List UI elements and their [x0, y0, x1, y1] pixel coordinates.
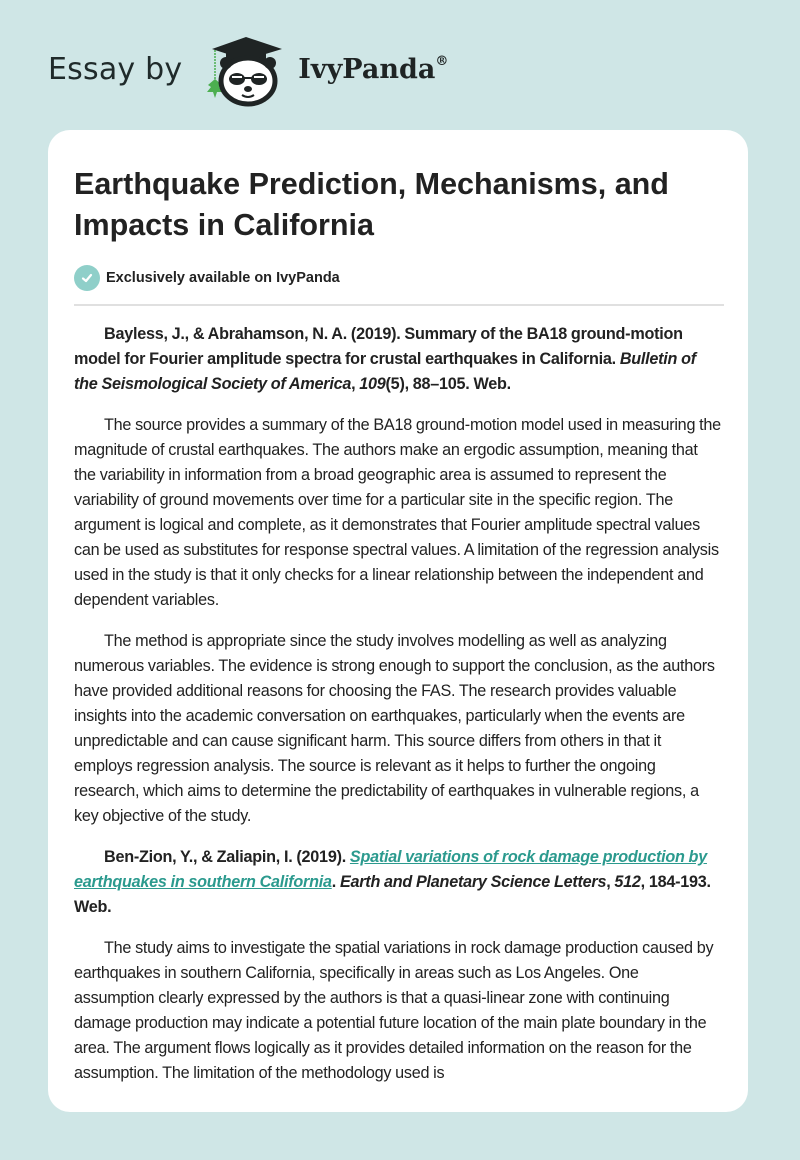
body-paragraph: The study aims to investigate the spatial variations in rock damage production caused by earthquakes in southern California, specifically in areas such as Los Angeles. One assumption clearly expressed by the authors is that a quasi-linear zone with continuing damage production may indicate a potential future location of the main plate boundary in the area. The argument flows logically as it provides detailed information on the reason for the assumption. The limitation of the methodology used is — [74, 939, 714, 1082]
reference-separator: , — [351, 375, 360, 393]
essay-by-label: Essay by — [48, 51, 183, 87]
brand-name-text: IvyPanda — [298, 53, 436, 85]
essay-card — [48, 130, 748, 1112]
spacer — [74, 829, 722, 845]
registered-mark: ® — [435, 53, 449, 69]
reference-volume: 512 — [614, 873, 641, 891]
panda-graduate-icon[interactable] — [202, 35, 290, 107]
essay-body — [74, 322, 722, 1086]
check-circle-icon — [74, 265, 100, 291]
reference-authors: Ben-Zion, Y., & Zaliapin, I. (2019). — [104, 848, 350, 866]
site-header — [48, 36, 448, 106]
divider — [74, 304, 724, 306]
reference-separator: . — [331, 873, 340, 891]
exclusive-badge-label: Exclusively available on IvyPanda — [106, 270, 340, 286]
page-title: Earthquake Prediction, Mechanisms, and Impacts in California — [74, 167, 669, 242]
reference-entry — [74, 845, 722, 920]
spacer — [74, 613, 722, 629]
brand-name[interactable] — [298, 54, 448, 85]
reference-journal: Bulletin of the Seismological Society of America — [74, 350, 696, 393]
reference-authors: Bayless, J., & Abrahamson, N. A. (2019). — [104, 325, 405, 343]
exclusive-badge — [74, 264, 722, 292]
reference-title: Summary of the BA18 ground-motion model for Fourier amplitude spectra for crustal earthquakes in California. — [74, 325, 683, 368]
spacer — [74, 920, 722, 936]
body-paragraph: The method is appropriate since the study involves modelling as well as analyzing numerous variables. The evidence is strong enough to support the conclusion, as the authors have provided additional reasons for choosing the FAS. The research provides valuable insights into the academic conversation on earthquakes, particularly when the events are unpredictable and can cause significant harm. This source differs from others in that it employs regression analysis. The source is relevant as it helps to further the ongoing research, which aims to determine the predictability of earthquakes in vulnerable regions, a key objective of the study. — [74, 632, 715, 825]
reference-pages: (5), 88–105. Web. — [385, 375, 511, 393]
reference-volume: 109 — [359, 375, 386, 393]
reference-journal: Earth and Planetary Science Letters — [339, 873, 607, 891]
spacer — [74, 397, 722, 413]
reference-entry — [74, 322, 722, 397]
reference-separator: , — [606, 873, 615, 891]
reference-title-link[interactable]: Spatial variations of rock damage production by earthquakes in southern California — [74, 848, 707, 891]
body-paragraph: The source provides a summary of the BA18 ground-motion model used in measuring the magnitude of crustal earthquakes. The authors make an ergodic assumption, meaning that the variability in information from a broad geographic area is assumed to represent the variability of ground movements over time for a particular site in the specific region. The argument is logical and complete, as it demonstrates that Fourier amplitude spectral values can be used as substitutes for response spectral values. A limitation of the regression analysis used in the study is that it only checks for a linear relationship between the independent and dependent variables. — [74, 416, 721, 609]
reference-pages: , 184-193. Web. — [74, 873, 711, 916]
